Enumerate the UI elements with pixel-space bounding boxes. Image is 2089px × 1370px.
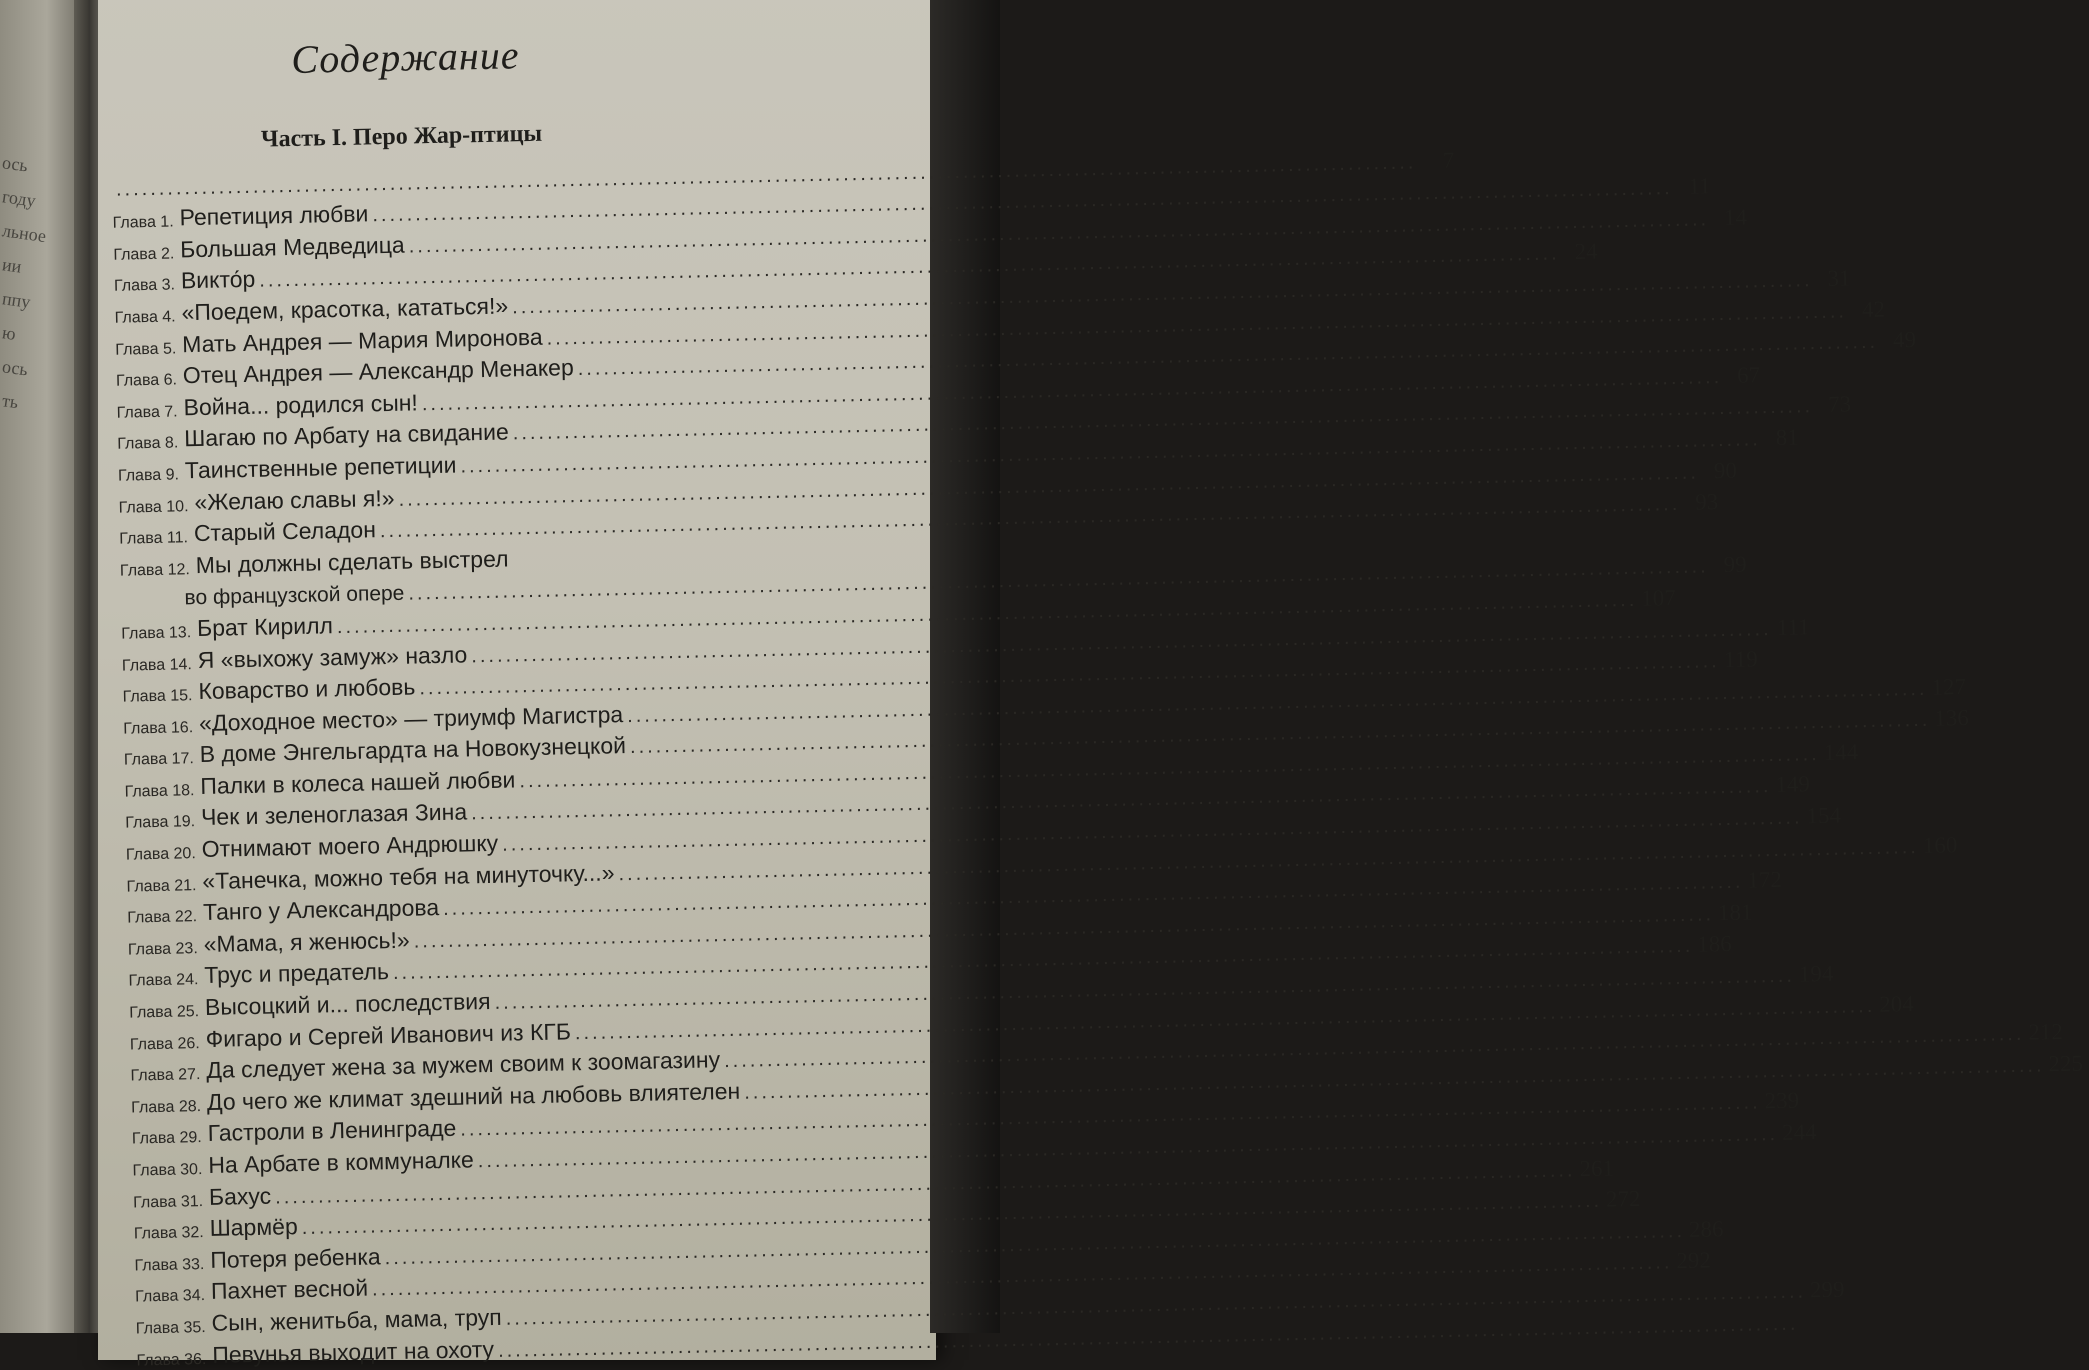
chapter-title: Гастроли в Ленинграде bbox=[207, 1115, 457, 1147]
chapter-number: Глава 9. bbox=[117, 466, 180, 485]
chapter-number: Глава 11. bbox=[119, 529, 189, 548]
page-number: 24 bbox=[1574, 239, 1598, 265]
chapter-title: Я «выхожу замуж» назло bbox=[197, 640, 468, 673]
chapter-title: Старый Селадон bbox=[193, 516, 377, 547]
chapter-number: Глава 1. bbox=[112, 213, 174, 232]
left-page-fragment: ось bbox=[0, 152, 30, 176]
page-number: 212 bbox=[2028, 1019, 2064, 1046]
chapter-title: Шагаю по Арбату на свидание bbox=[183, 418, 509, 452]
intro-page-number: 7 bbox=[1442, 147, 1455, 173]
chapter-number: Глава 4. bbox=[114, 308, 176, 327]
chapter-number: Глава 16. bbox=[123, 718, 194, 738]
chapter-number: Глава 22. bbox=[127, 908, 198, 927]
toc-entries bbox=[112, 147, 2084, 1370]
chapter-number: Глава 27. bbox=[130, 1066, 201, 1085]
chapter-title: До чего же климат здешний на любовь влиятелен bbox=[206, 1077, 741, 1115]
chapter-title: В доме Энгельгардта на Новокузнецкой bbox=[199, 732, 627, 768]
page-number: 172 bbox=[1747, 867, 1783, 893]
chapter-number: Глава 5. bbox=[115, 340, 177, 359]
chapter-number: Глава 8. bbox=[117, 434, 179, 454]
left-page-fragment: ть bbox=[0, 390, 20, 413]
chapter-title: Сын, женитьба, мама, труп bbox=[211, 1303, 502, 1336]
page-number: 292 bbox=[1676, 1247, 1712, 1274]
chapter-title: Потеря ребенка bbox=[210, 1243, 381, 1273]
chapter-title-continuation: во французской опере bbox=[184, 582, 405, 610]
page-number: 31 bbox=[1827, 265, 1851, 291]
chapter-number: Глава 13. bbox=[121, 624, 192, 643]
left-page-fragment: году bbox=[0, 186, 37, 211]
chapter-title: «Мама, я женюсь!» bbox=[203, 926, 410, 957]
chapter-title: Шармёр bbox=[209, 1213, 298, 1242]
chapter-title: Пахнет весной bbox=[210, 1275, 369, 1305]
page-number: 111 bbox=[1776, 613, 1810, 640]
chapter-number: Глава 23. bbox=[127, 939, 198, 959]
chapter-number: Глава 24. bbox=[128, 971, 199, 991]
chapter-title: Чек и зеленоглазая Зина bbox=[200, 798, 468, 831]
chapter-title: «Доходное место» — триумф Магистра bbox=[198, 700, 624, 736]
chapter-number: Глава 30. bbox=[132, 1161, 203, 1180]
chapter-title: На Арбате в коммуналке bbox=[208, 1146, 474, 1178]
page-number: 136 bbox=[1934, 705, 1970, 731]
left-page bbox=[0, 0, 78, 1333]
left-page-fragment: ппу bbox=[0, 288, 32, 312]
chapter-title: Таинственные репетиции bbox=[184, 451, 457, 484]
chapter-number: Глава 3. bbox=[113, 276, 176, 296]
chapter-number: Глава 15. bbox=[122, 687, 193, 706]
chapter-title: Коварство и любовь bbox=[198, 673, 416, 705]
page-number: 204 bbox=[1878, 990, 1914, 1017]
chapter-number: Глава 28. bbox=[131, 1097, 202, 1117]
chapter-number: Глава 36. bbox=[136, 1350, 207, 1370]
chapter-title: «Танечка, можно тебя на минуточку...» bbox=[202, 859, 615, 894]
page-number: 181 bbox=[1717, 899, 1753, 926]
chapter-number: Глава 35. bbox=[135, 1319, 206, 1338]
page-number: 49 bbox=[1892, 327, 1917, 353]
page-number: 149 bbox=[1775, 771, 1811, 798]
left-page-fragment: ю bbox=[0, 322, 18, 344]
page-number: 99 bbox=[1723, 551, 1747, 578]
page-number: 127 bbox=[1931, 673, 1967, 700]
page-number: 90 bbox=[1713, 457, 1738, 483]
page-number: 119 bbox=[1723, 646, 1758, 673]
page-number: 299 bbox=[1809, 1276, 1845, 1303]
chapter-number: Глава 25. bbox=[129, 1003, 200, 1022]
chapter-title: Палки в колеса нашей любви bbox=[200, 766, 516, 799]
page-number: 244 bbox=[1781, 1119, 1817, 1145]
chapter-number: Глава 19. bbox=[125, 813, 196, 833]
chapter-title: Бахус bbox=[208, 1182, 272, 1210]
chapter-title: «Желаю славы я!» bbox=[194, 484, 395, 515]
chapter-number: Глава 33. bbox=[134, 1255, 205, 1275]
chapter-title: «Поедем, красотка, кататься!» bbox=[181, 292, 509, 326]
page-number: 160 bbox=[1922, 831, 1958, 858]
chapter-number: Глава 12. bbox=[119, 560, 191, 580]
page-number: 93 bbox=[1694, 489, 1719, 515]
toc-title: Содержание bbox=[290, 32, 520, 82]
page-number: 67 bbox=[1736, 362, 1761, 388]
page-number: 272 bbox=[1605, 1186, 1641, 1212]
chapter-number: Глава 14. bbox=[121, 655, 193, 675]
table-of-contents bbox=[98, 0, 2084, 1370]
chapter-title: Высоцкий и... последствия bbox=[204, 988, 491, 1021]
chapter-number: Глава 29. bbox=[131, 1129, 202, 1148]
chapter-title: Отец Андрея — Александр Менакер bbox=[182, 354, 574, 389]
page-number: 186 bbox=[1696, 931, 1733, 958]
page-number: 154 bbox=[1806, 802, 1842, 829]
chapter-title: Викто́р bbox=[180, 266, 256, 294]
page-number: 225 bbox=[2048, 1050, 2084, 1077]
chapter-title: Трус и предатель bbox=[204, 958, 390, 989]
chapter-number: Глава 32. bbox=[133, 1224, 204, 1243]
page-number: 11 bbox=[1688, 173, 1711, 199]
chapter-title: Танго у Александрова bbox=[202, 894, 440, 926]
chapter-title: Отнимают моего Андрюшку bbox=[201, 829, 499, 863]
chapter-title: Мать Андрея — Мария Миронова bbox=[181, 323, 543, 357]
chapter-title: Брат Кирилл bbox=[196, 612, 334, 641]
left-page-fragment: льное bbox=[0, 220, 48, 247]
chapter-title: Фигаро и Сергей Иванович из КГБ bbox=[205, 1017, 572, 1052]
chapter-number: Глава 17. bbox=[123, 750, 194, 769]
page-number: 73 bbox=[1827, 391, 1852, 418]
chapter-title: Мы должны сделать выстрел bbox=[195, 545, 509, 578]
chapter-title: Репетиция любви bbox=[179, 200, 369, 231]
chapter-number: Глава 7. bbox=[116, 403, 178, 422]
part-title: Часть I. Перо Жар-птицы bbox=[260, 120, 543, 153]
chapter-number: Глава 20. bbox=[125, 845, 196, 864]
chapter-number: Глава 10. bbox=[118, 497, 189, 517]
page-number: 144 bbox=[1823, 739, 1859, 765]
chapter-title: Певунья выходит на охоту bbox=[212, 1335, 495, 1368]
chapter-number: Глава 2. bbox=[113, 245, 175, 264]
chapter-title: Большая Медведица bbox=[179, 231, 405, 263]
left-page-fragment: ии bbox=[0, 254, 23, 277]
page-number: 239 bbox=[1764, 1088, 1800, 1114]
chapter-number: Глава 18. bbox=[124, 782, 195, 801]
chapter-number: Глава 34. bbox=[135, 1287, 206, 1306]
page-number bbox=[1803, 1334, 1837, 1335]
page-number: 261 bbox=[1579, 1155, 1615, 1181]
left-page-fragment: ось bbox=[0, 356, 30, 380]
chapter-number: Глава 21. bbox=[126, 876, 197, 896]
page-number: 14 bbox=[1723, 204, 1748, 230]
page-number: 81 bbox=[1775, 424, 1799, 450]
page-number: 194 bbox=[1798, 960, 1834, 987]
page-number: 286 bbox=[1688, 1216, 1724, 1242]
chapter-title: Да следует жена за мужем своим к зоомагазину bbox=[206, 1046, 721, 1084]
chapter-number: Глава 26. bbox=[129, 1034, 200, 1054]
book-gutter bbox=[74, 0, 100, 1333]
page-number: 42 bbox=[1861, 296, 1886, 322]
chapter-title: Война... родился сын! bbox=[183, 389, 419, 421]
chapter-number: Глава 31. bbox=[133, 1192, 204, 1212]
page-number: 107 bbox=[1640, 584, 1676, 611]
left-page-text bbox=[2, 150, 72, 422]
chapter-number: Глава 6. bbox=[115, 371, 178, 390]
